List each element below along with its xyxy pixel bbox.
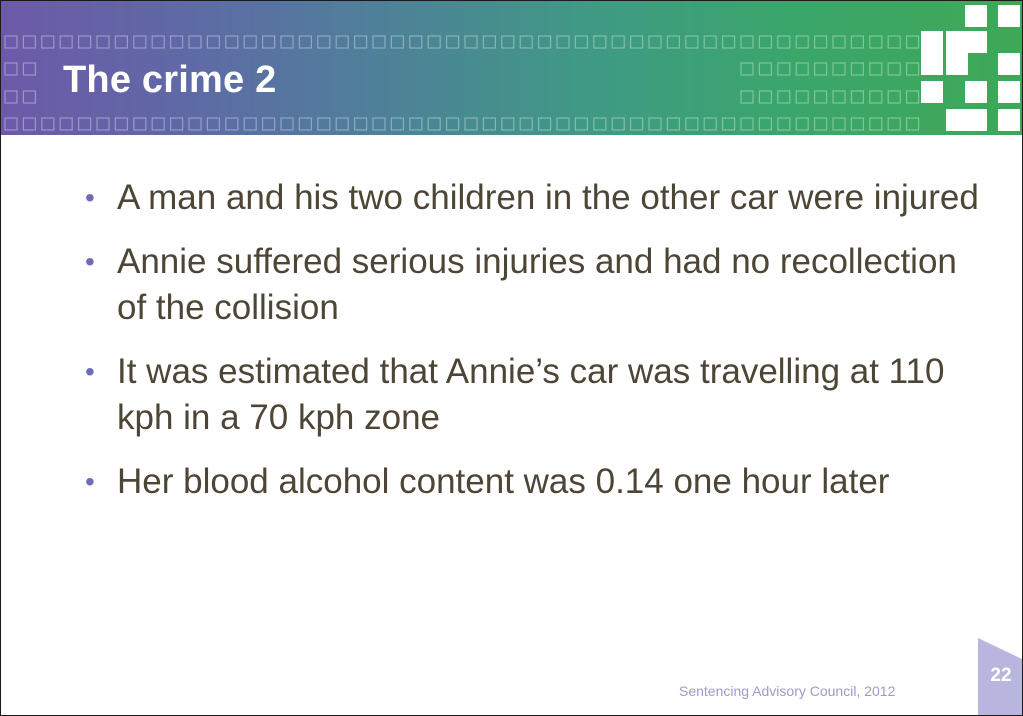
slide-title: The crime 2 xyxy=(63,59,277,101)
bullet-text: It was estimated that Annie’s car was travelling at 110 kph in a 70 kph zone xyxy=(117,352,945,437)
bullet-text: Her blood alcohol content was 0.14 one hour later xyxy=(117,462,890,501)
bullet-item xyxy=(85,239,985,331)
bullet-dot-icon: • xyxy=(85,182,95,213)
bullet-item xyxy=(85,349,985,441)
page-number: 22 xyxy=(990,665,1012,686)
bullet-dot-icon: • xyxy=(85,466,95,497)
bullet-list xyxy=(85,175,985,523)
bullet-text: Annie suffered serious injuries and had no recollection of the collision xyxy=(117,242,957,327)
title-banner xyxy=(1,1,1022,135)
bullet-item xyxy=(85,175,985,221)
footer-credit: Sentencing Advisory Council, 2012 xyxy=(679,683,896,699)
bullet-text: A man and his two children in the other car were injured xyxy=(117,178,979,217)
bullet-item xyxy=(85,459,985,505)
bullet-dot-icon: • xyxy=(85,246,95,277)
bullet-dot-icon: • xyxy=(85,356,95,387)
